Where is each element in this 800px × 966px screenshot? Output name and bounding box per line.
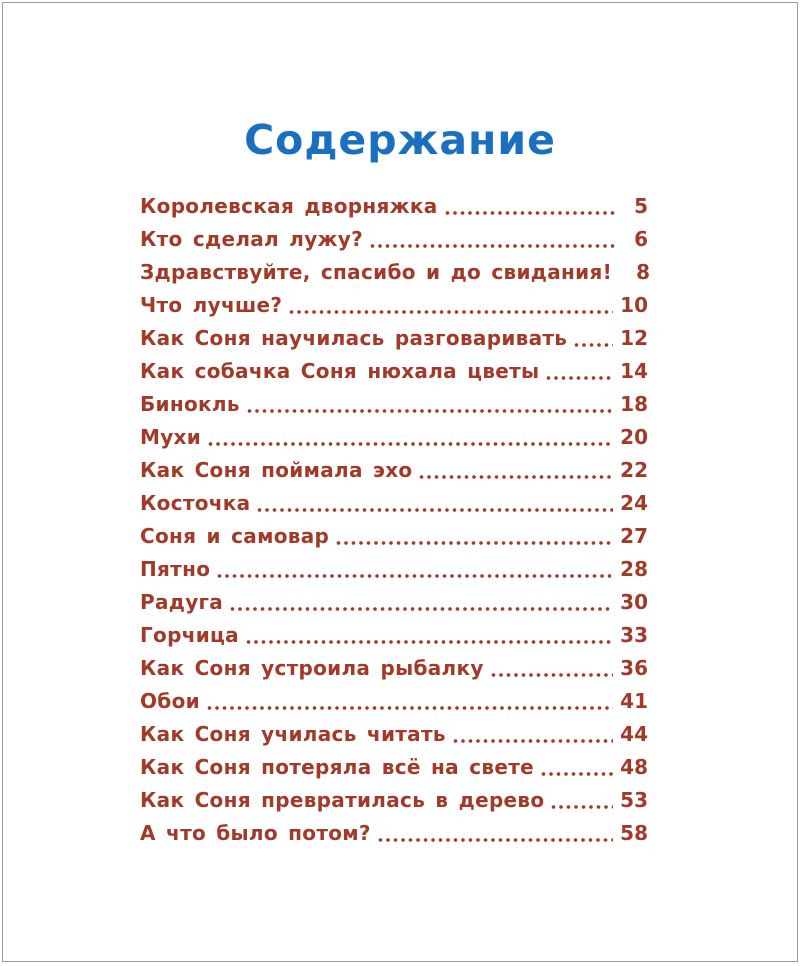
dot-leader: [247, 408, 613, 414]
toc-entry: [140, 288, 648, 321]
dot-leader: [230, 606, 613, 612]
toc-entry: [140, 651, 648, 684]
dot-leader: [546, 375, 613, 381]
toc-entry: [140, 486, 648, 519]
toc-entry-title: Как Соня потеряла всё на свете: [140, 754, 534, 779]
toc-entry-title: Королевская дворняжка: [140, 193, 438, 218]
dot-leader: [257, 507, 613, 513]
toc-entry-page: 8: [636, 259, 651, 284]
toc-entry-page: 6: [634, 226, 648, 251]
toc-entry-title: А что было потом?: [140, 820, 371, 845]
toc-entry-page: 30: [620, 589, 648, 614]
toc-entry-title: Как Соня превратилась в дерево: [140, 787, 545, 812]
toc-entry-page: 48: [620, 754, 648, 779]
dot-leader: [217, 573, 613, 579]
toc-entry-title: Как Соня научилась разговаривать: [140, 325, 568, 350]
toc-entry-title: Пятно: [140, 556, 211, 581]
toc-entry: [140, 585, 648, 618]
contents-title: Содержание: [244, 116, 556, 164]
dot-leader: [336, 540, 613, 546]
dot-leader: [246, 639, 613, 645]
dot-leader: [207, 705, 613, 711]
toc-entry-page: 14: [620, 358, 648, 383]
toc-entry-title: Что лучше?: [140, 292, 283, 317]
toc-entry: [140, 420, 648, 453]
toc-entry-page: 28: [620, 556, 648, 581]
toc-entry-page: 10: [620, 292, 648, 317]
toc-entry: [140, 618, 648, 651]
toc-entry-page: 33: [620, 622, 648, 647]
toc-entry-title: Горчица: [140, 622, 239, 647]
toc-entry-page: 12: [620, 325, 648, 350]
toc-entry: [140, 717, 648, 750]
toc-entry-page: 44: [620, 721, 648, 746]
toc-entry-title: Мухи: [140, 424, 202, 449]
toc-entry: [140, 321, 648, 354]
toc-entry: [140, 453, 648, 486]
dot-leader: [370, 243, 617, 249]
toc-entry-page: 5: [634, 193, 648, 218]
dot-leader: [491, 672, 613, 678]
toc-entry: [140, 552, 648, 585]
toc-entry-title: Как собачка Соня нюхала цветы: [140, 358, 540, 383]
toc-entry-title: Бинокль: [140, 391, 240, 416]
dot-leader: [574, 342, 613, 348]
toc-entry: [140, 354, 648, 387]
toc-entry: [140, 189, 648, 222]
toc-entry-title: Обои: [140, 688, 200, 713]
toc-entry: [140, 222, 648, 255]
toc-entry: [140, 783, 648, 816]
toc-entry-page: 58: [620, 820, 648, 845]
toc-entry-page: 20: [620, 424, 648, 449]
toc-entry: [140, 816, 648, 849]
toc-entry-page: 53: [620, 787, 648, 812]
toc-entry-page: 22: [620, 457, 648, 482]
dot-leader: [445, 210, 617, 216]
toc-entry-page: 27: [620, 523, 648, 548]
toc-entry-title: Как Соня поймала эхо: [140, 457, 413, 482]
toc-entry-title: Как Соня устроила рыбалку: [140, 655, 484, 680]
dot-leader: [551, 804, 613, 810]
dot-leader: [453, 738, 613, 744]
dot-leader: [541, 771, 613, 777]
toc-entry-title: Радуга: [140, 589, 224, 614]
dot-leader: [289, 309, 613, 315]
toc-entry-title: Соня и самовар: [140, 523, 330, 548]
toc-entry-page: 41: [620, 688, 648, 713]
toc-entry: [140, 750, 648, 783]
dot-leader: [419, 474, 613, 480]
toc-entry: [140, 684, 648, 717]
toc-entry: [140, 519, 648, 552]
dot-leader: [208, 441, 613, 447]
toc-entry-page: 24: [620, 490, 648, 515]
toc-entry-title: Кто сделал лужу?: [140, 226, 363, 251]
toc-entry-title: Как Соня училась читать: [140, 721, 446, 746]
dot-leader: [378, 837, 613, 843]
toc-entry: [140, 255, 651, 288]
toc-entry-page: 18: [620, 391, 648, 416]
toc-entry-title: Здравствуйте, спасибо и до свидания!: [140, 259, 613, 284]
toc-list: [140, 189, 651, 849]
toc-entry-page: 36: [620, 655, 648, 680]
toc-entry: [140, 387, 648, 420]
toc-entry-title: Косточка: [140, 490, 251, 515]
